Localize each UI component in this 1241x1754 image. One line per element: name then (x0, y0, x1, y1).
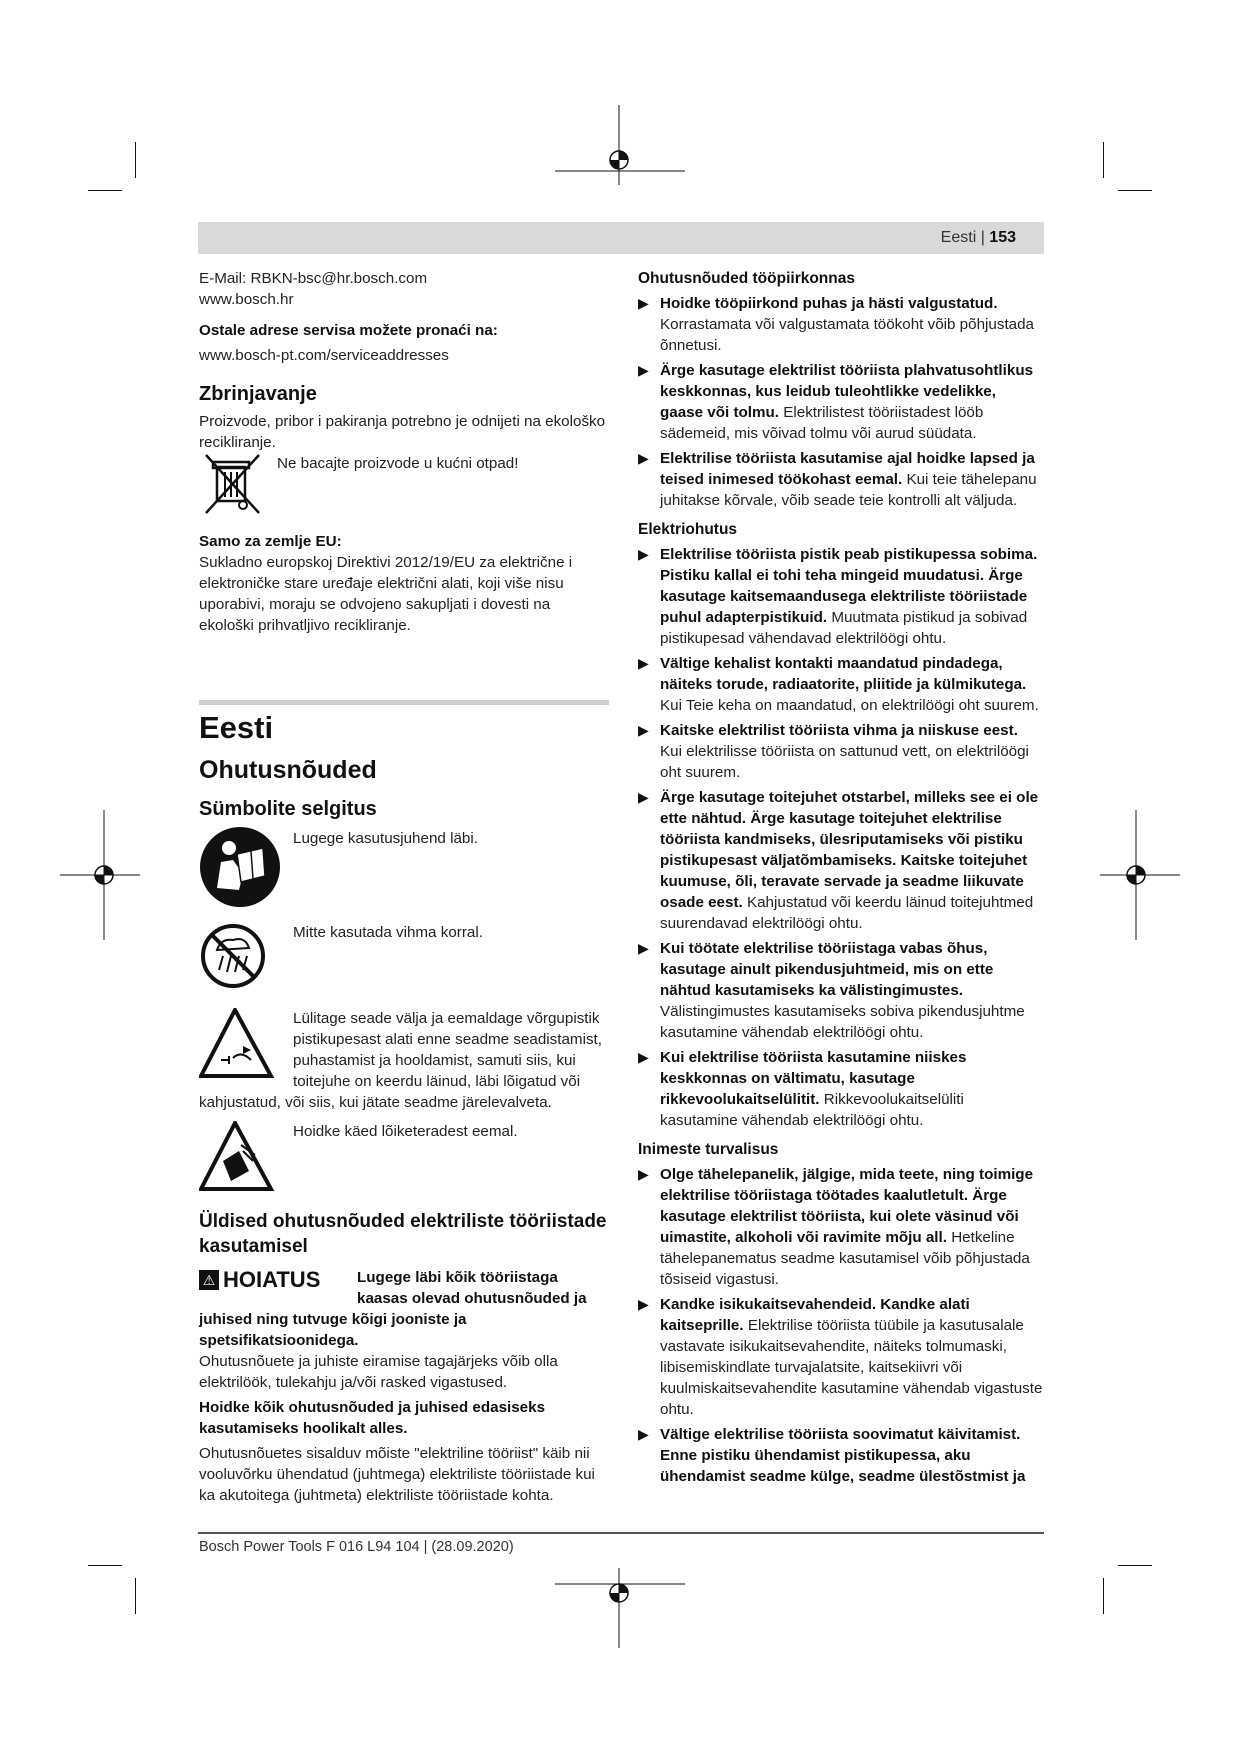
safety-item (638, 720, 1043, 783)
disposal-text: Proizvode, pribor i pakiranja potrebno je odnijeti na ekološko recikliranje. (199, 413, 606, 451)
symbol-hands-row (199, 1121, 609, 1193)
registration-mark-icon (555, 105, 685, 185)
safety-item-bold: Kui töötate elektrilise tööriistaga vabas õhus, kasutage ainult pikendusjuhtmeid, mis on ette nähtud kasutamiseks ka välistingimustes. (660, 940, 994, 999)
safety-item-text: Kui elektrilisse tööriista on sattunud vett, on elektrilöögi oht suurem. (660, 743, 1029, 781)
safety-item-text: Kahjustatud või keerdu läinud toitejuhtmed suurendavad elektrilöögi ohtu. (660, 894, 1034, 932)
bullet-arrow-icon: ▶ (638, 655, 649, 671)
symbol-rain-text: Mitte kasutada vihma korral. (293, 924, 483, 941)
general-safety-heading: Üldised ohutusnõuded elektriliste tööriistade kasutamisel (199, 1211, 607, 1257)
bullet-arrow-icon: ▶ (638, 1166, 649, 1182)
bullet-arrow-icon: ▶ (638, 450, 649, 466)
left-column (199, 268, 609, 1506)
warning-block (199, 1267, 609, 1351)
registration-mark-icon (1100, 810, 1180, 940)
bullet-arrow-icon: ▶ (638, 722, 649, 738)
bullet-arrow-icon: ▶ (638, 1296, 649, 1312)
unplug-warning-icon (199, 1008, 281, 1080)
safety-item-text: Välistingimustes kasutamiseks sobiva pikendusjuhtme kasutamine vähendab elektrilöögi ohtu. (660, 1003, 1025, 1041)
no-rain-icon (199, 920, 281, 992)
section-heading: Ohutusnõuded tööpiirkonnas (638, 270, 855, 287)
crop-mark (88, 190, 122, 191)
symbol-manual-row (199, 826, 609, 908)
warning-badge (199, 1269, 357, 1290)
contact-email: E-Mail: RBKN-bsc@hr.bosch.com (199, 270, 428, 287)
eu-heading: Samo za zemlje EU: (199, 533, 342, 550)
safety-item-bold: Kui elektrilise tööriista kasutamine niiskes keskkonnas on vältimatu, kasutage rikkevoolukaitselülitit. (660, 1049, 967, 1108)
safety-item-text: Hetkeline tähelepanematus seadme kasutamisel võib põhjustada tõsiseid vigastusi. (660, 1229, 1030, 1288)
safety-item (638, 360, 1043, 444)
bullet-arrow-icon: ▶ (638, 546, 649, 562)
registration-mark-icon (555, 1568, 685, 1648)
safety-item-text: Kui teie tähelepanu juhitakse kõrvale, võib seade teie kontrolli alt väljuda. (660, 471, 1037, 509)
safety-item (638, 448, 1043, 511)
header-text (941, 229, 1016, 247)
crop-mark (1118, 1565, 1152, 1566)
safety-title: Ohutusnõuded (199, 756, 377, 784)
bullet-arrow-icon: ▶ (638, 940, 649, 956)
service-heading: Ostale adrese servisa možete pronaći na: (199, 322, 498, 339)
safety-item-text: Elektrilise tööriista tüübile ja kasutusalale vastavate isikukaitsevahendite, näiteks tolmumaski, libisemiskindlate turvajalatsite, kaitsekiivri või kuulmiskaitsevahendite kasutamine vähendab vigastuste ohtu. (660, 1317, 1043, 1418)
disposal-heading: Zbrinjavanje (199, 383, 317, 405)
safety-item-bold: Kaitske elektrilist tööriista vihma ja niiskuse eest. (660, 722, 1018, 739)
safety-item-bold: Elektrilise tööriista kasutamise ajal hoidke lapsed ja teised inimesed töökohast eemal. (660, 450, 1035, 488)
symbol-rain-row (199, 920, 609, 992)
section-heading: Inimeste turvalisus (638, 1141, 779, 1158)
keep-instructions-text: Hoidke kõik ohutusnõuded ja juhised edasiseks kasutamiseks hoolikalt alles. (199, 1399, 546, 1437)
registration-mark-icon (60, 810, 140, 940)
hand-blade-warning-icon (199, 1121, 281, 1193)
header-language: Eesti (940, 229, 977, 246)
safety-item (638, 938, 1043, 1043)
safety-item-bold: Kandke isikukaitsevahendeid. Kandke alati kaitseprille. (660, 1296, 970, 1334)
bullet-arrow-icon: ▶ (638, 362, 649, 378)
page-number: 153 (989, 229, 1016, 246)
crop-mark (135, 142, 136, 178)
symbol-unplug-row (199, 1008, 609, 1113)
safety-item (638, 544, 1043, 649)
safety-item-bold: Vältige elektrilise tööriista soovimatut käivitamist. Enne pistiku ühendamist pistikupessa, aku ühendamist seadme külge, seadme ülestõstmist ja (660, 1426, 1026, 1485)
safety-item (638, 1164, 1043, 1290)
safety-item (638, 653, 1043, 716)
safety-item-text: Kui Teie keha on maandatud, on elektrilöögi oht suurem. (660, 697, 1039, 714)
read-manual-icon (199, 826, 281, 908)
language-title: Eesti (199, 710, 274, 745)
safety-item-bold: Ärge kasutage elektrilist tööriista plahvatusohtlikus keskkonnas, kus leidub tuleohtlikke vedelikke, gaase või tolmu. (660, 362, 1034, 421)
crop-mark (1103, 142, 1104, 178)
bin-row (199, 453, 609, 515)
eu-text: Sukladno europskoj Direktivi 2012/19/EU za električne i elektroničke stare uređaje električni alati, koji više nisu uporabivi, moraju se odvojeno sakupljati i dovesti na ekološki prihvatljivo recikliranje. (199, 554, 573, 634)
safety-item (638, 1294, 1043, 1420)
service-url: www.bosch-pt.com/serviceaddresses (199, 347, 449, 364)
safety-item-bold: Elektrilise tööriista pistik peab pistikupessa sobima. Pistiku kallal ei tohi teha mingeid muudatusi. Ärge kasutage kaitsemaandusega elektriliste tööriistade puhul adapterpistikuid. (660, 546, 1038, 626)
safety-item (638, 293, 1043, 356)
bullet-arrow-icon: ▶ (638, 1426, 649, 1442)
page-header (198, 222, 1044, 254)
bullet-arrow-icon: ▶ (638, 789, 649, 805)
crop-mark (1118, 190, 1152, 191)
safety-item-bold: Olge tähelepanelik, jälgige, mida teete, ning toimige elektrilise tööriistaga töötades kaalutletult. Ärge kasutage elektrilist tööriista, kui olete väsinud või uimastite, alkoholi või ravimite mõju all. (660, 1166, 1034, 1246)
safety-item-text: Rikkevoolukaitselüliti kasutamine vähendab elektrilöögi ohtu. (660, 1091, 964, 1129)
symbols-heading: Sümbolite selgitus (199, 798, 377, 820)
symbol-hands-text: Hoidke käed lõiketeradest eemal. (293, 1123, 518, 1140)
crossed-bin-icon (201, 453, 265, 515)
footer-rule (198, 1532, 1044, 1534)
section-heading: Elektriohutus (638, 521, 738, 538)
safety-item (638, 787, 1043, 934)
safety-item-bold: Hoidke tööpiirkond puhas ja hästi valgustatud. (660, 295, 998, 312)
warning-triangle-icon: ⚠ (199, 1270, 219, 1290)
safety-item-bold: Ärge kasutage toitejuhet otstarbel, milleks see ei ole ette nähtud. Ärge kasutage toitejuhet elektrilise tööriista kandmiseks, ülesriputamiseks või pistiku pistikupesast väljatõmbamiseks. Kaitske toitejuhet kuumuse, õli, teravate servade ja seadme liikuvate osade eest. (660, 789, 1039, 911)
bullet-arrow-icon: ▶ (638, 1049, 649, 1065)
footer-text: Bosch Power Tools F 016 L94 104 | (28.09.2020) (199, 1539, 514, 1555)
safety-item (638, 1047, 1043, 1131)
crop-mark (135, 1578, 136, 1614)
safety-item-text: Elektrilistest tööriistadest lööb sädemeid, mis võivad tolmu või aurud süüdata. (660, 404, 984, 442)
warning-bold-text: Lugege läbi kõik tööriistaga kaasas olevad ohutusnõuded ja juhised ning tutvuge kõigi jooniste ja spetsifikatsioonidega. (199, 1269, 587, 1349)
symbol-unplug-text: Lülitage seade välja ja eemaldage võrgupistik pistikupesast alati enne seadme seadistamist, puhastamist ja hooldamist, samuti siis, kui toitejuhe on keerdu läinud, läbi lõigatud või kahjustatud, või siis, kui jätate seadme järelevalveta. (199, 1010, 602, 1111)
safety-item-text: Korrastamata või valgustamata töökoht võib põhjustada õnnetusi. (660, 316, 1034, 354)
crop-mark (88, 1565, 122, 1566)
contact-web: www.bosch.hr (199, 291, 294, 308)
bin-text: Ne bacajte proizvode u kućni otpad! (277, 455, 519, 472)
safety-item-text: Muutmata pistikud ja sobivad pistikupesad vähendavad elektrilöögi ohtu. (660, 609, 1028, 647)
right-column (638, 268, 1043, 1487)
warning-text: Ohutusnõuete ja juhiste eiramise tagajärjeks võib olla elektrilöök, tulekahju ja/või rasked vigastused. (199, 1353, 558, 1391)
safety-item (638, 1424, 1043, 1487)
symbol-manual-text: Lugege kasutusjuhend läbi. (293, 830, 478, 847)
warning-label: HOIATUS (223, 1267, 321, 1292)
header-separator: | (976, 229, 990, 246)
crop-mark (1103, 1578, 1104, 1614)
bullet-arrow-icon: ▶ (638, 295, 649, 311)
section-divider (199, 700, 609, 705)
term-definition-text: Ohutusnõuetes sisalduv mõiste "elektriline tööriist" käib nii vooluvõrku ühendatud (juhtmega) elektriliste tööriistade kui ka akutoitega (juhtmeta) elektriliste tööriistade kohta. (199, 1445, 595, 1504)
safety-item-bold: Vältige kehalist kontakti maandatud pindadega, näiteks torude, radiaatorite, pliitide ja külmikutega. (660, 655, 1027, 693)
